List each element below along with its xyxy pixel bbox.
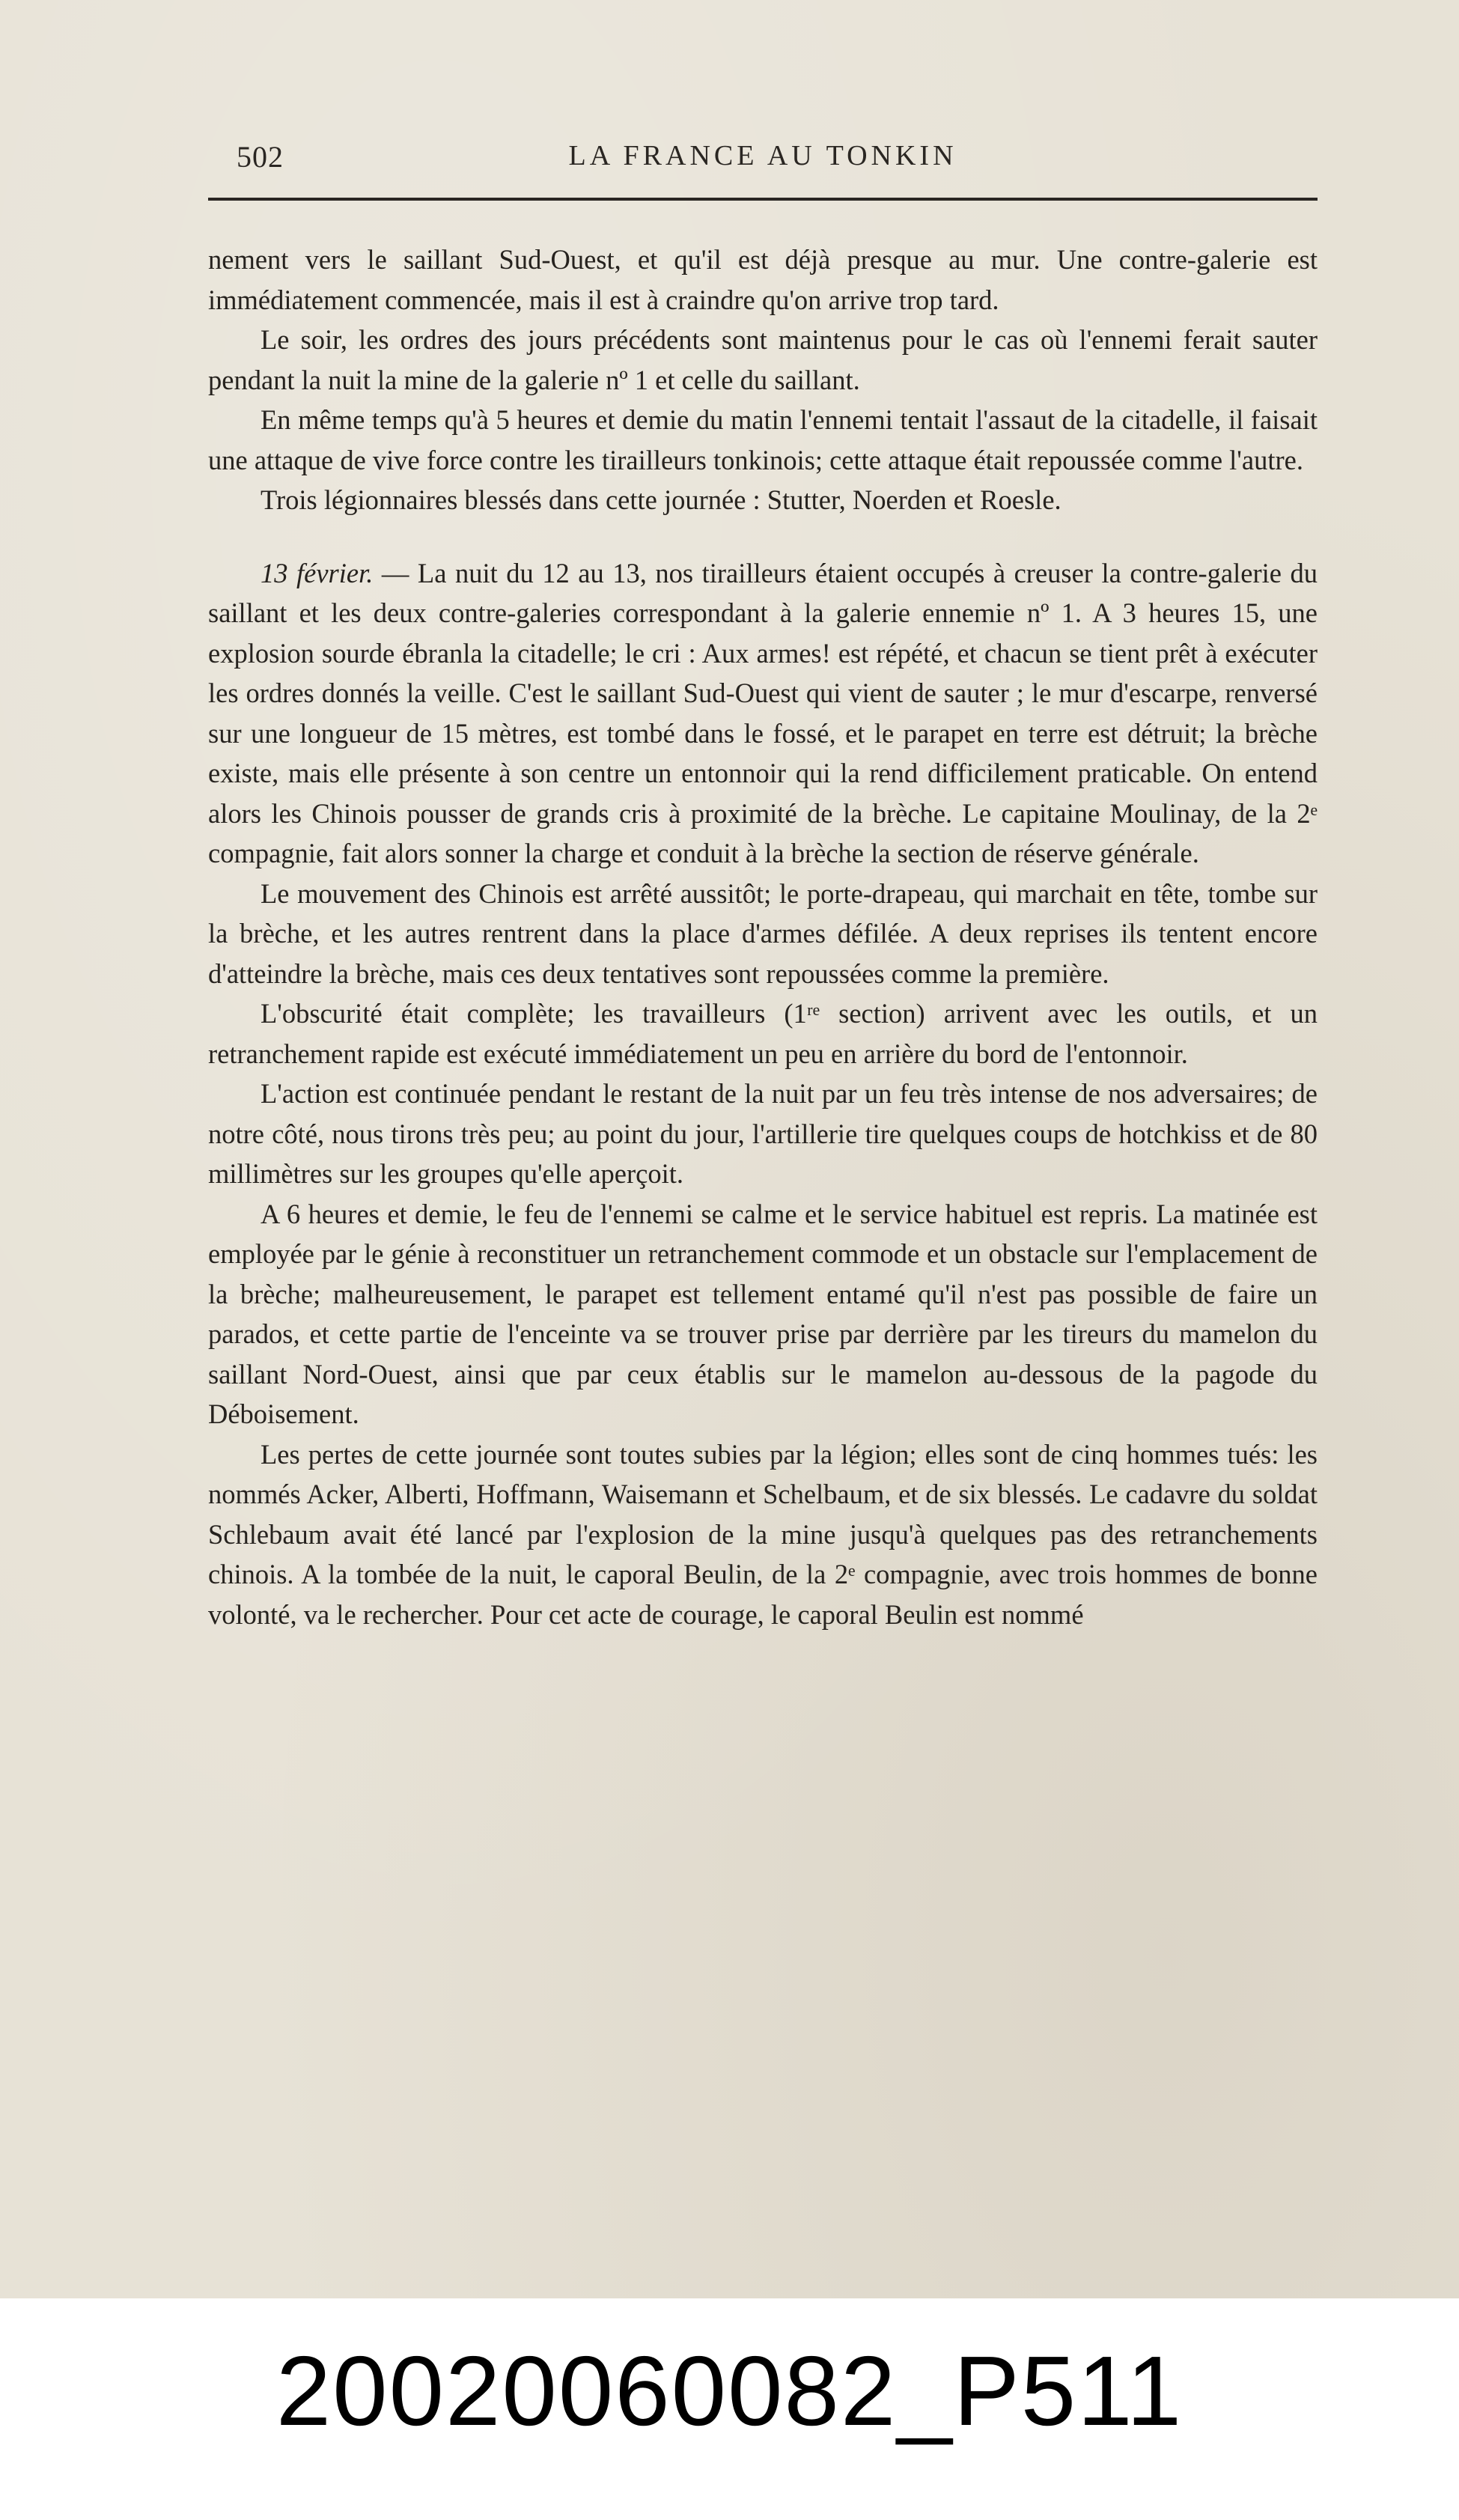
running-title: LA FRANCE AU TONKIN [568,140,957,171]
paragraph: Le mouvement des Chinois est arrêté aussitôt; le porte-drapeau, qui marchait en tête, tombe sur la brèche, et les autres rentrent dans la place d'armes défilée. A deux reprises ils tentent encore d'atteindre la brèche, mais ces deux tentatives sont repoussées comme la première. [208,877,1318,989]
paragraph: En même temps qu'à 5 heures et demie du matin l'ennemi tentait l'assaut de la citadelle, il faisait une attaque de vive force contre les tirailleurs tonkinois; cette attaque était repoussée comme l'autre. [208,404,1318,475]
page-number: 502 [237,140,284,174]
archive-id: 20020060082_P511 [275,2336,1184,2446]
paragraph: Le soir, les ordres des jours précédents sont maintenus pour le cas où l'ennemi ferait sauter pendant la nuit la mine de la galerie nº 1 et celle du saillant. [208,324,1318,395]
header-rule [208,198,1318,201]
running-head [208,135,1318,180]
caption-band [0,2298,1459,2520]
paragraph: L'action est continuée pendant le restant de la nuit par un feu très intense de nos adversaires; de notre côté, nous tirons très peu; au point du jour, l'artillerie tire quelques coups de hotchkiss et de 80 millimètres sur les groupes qu'elle aperçoit. [208,1078,1318,1189]
date-label: 13 février. [261,557,374,588]
paragraph: nement vers le saillant Sud-Ouest, et qu'il est déjà presque au mur. Une contre-galerie est immédiatement commencée, mais il est à craindre qu'on arrive trop tard. [208,244,1318,315]
dated-paragraph-text: — La nuit du 12 au 13, nos tirailleurs étaient occupés à creuser la contre-galerie du saillant et les deux contre-galeries correspondant à la galerie ennemie nº 1. A 3 heures 15, une explosion sourde ébranla la citadelle; le cri : Aux armes! est répété, et chacun se tient prêt à exécuter les ordres donnés la veille. C'est le saillant Sud-Ouest qui vient de sauter ; le mur d'escarpe, renversé sur une longueur de 15 mètres, est tombé dans le fossé, et le parapet en terre est détruit; la brèche existe, mais elle présente à son centre un entonnoir qui la rend difficilement praticable. On entend alors les Chinois pousser de grands cris à proximité de la brèche. Le capitaine Moulinay, de la 2ᵉ compagnie, fait alors sonner la charge et conduit à la brèche la section de réserve générale. [208,557,1318,868]
paragraph: Trois légionnaires blessés dans cette journée : Stutter, Noerden et Roesle. [261,484,1061,515]
paragraph: Les pertes de cette journée sont toutes subies par la légion; elles sont de cinq hommes tués: les nommés Acker, Alberti, Hoffmann, Waisemann et Schelbaum, et de six blessés. Le cadavre du soldat Schlebaum avait été lancé par l'explosion de la mine jusqu'à quelques pas des retranchements chinois. A la tombée de la nuit, le caporal Beulin, de la 2ᵉ compagnie, avec trois hommes de bonne volonté, va le rechercher. Pour cet acte de courage, le caporal Beulin est nommé [208,1438,1318,1630]
dated-paragraph [208,553,1318,874]
paragraph: L'obscurité était complète; les travailleurs (1ʳᵉ section) arrivent avec les outils, et un retranchement rapide est exécuté immédiatement un peu en arrière du bord de l'entonnoir. [208,998,1318,1069]
paragraph: A 6 heures et demie, le feu de l'ennemi se calme et le service habituel est repris. La matinée est employée par le génie à reconstituer un retranchement commode et un obstacle sur l'emplacement de la brèche; malheureusement, le parapet est tellement entamé qu'il n'est pas possible de faire un parados, et cette partie de l'enceinte va se trouver prise par derrière par les tireurs du mamelon du saillant Nord-Ouest, ainsi que par ceux établis sur le mamelon au-dessous de la pagode du Déboisement. [208,1198,1318,1429]
body-text [208,240,1318,1634]
